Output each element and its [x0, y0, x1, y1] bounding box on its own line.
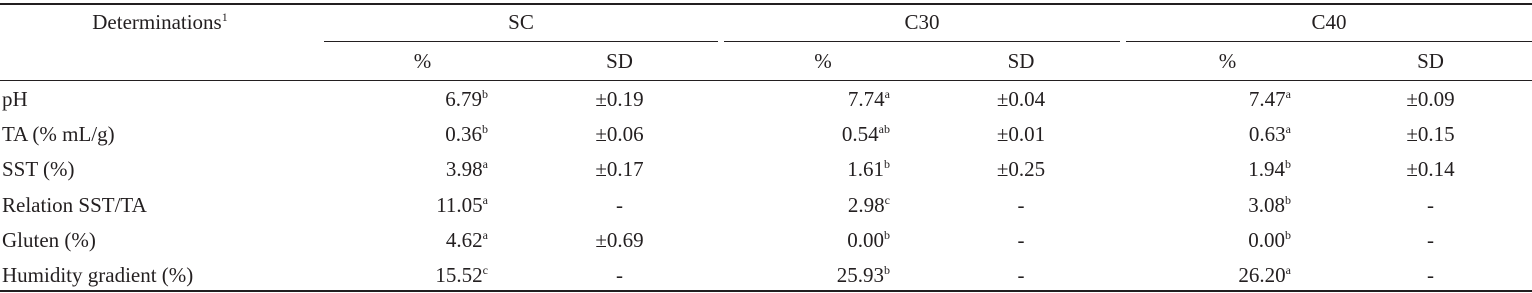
- c30-value: 1.61: [847, 157, 884, 181]
- c30-value-cell: [690, 87, 890, 111]
- c40-significance-letter: b: [1285, 157, 1291, 171]
- c30-sd-value: ±0.04: [996, 87, 1046, 111]
- row-label: Gluten (%): [2, 228, 96, 252]
- subheader-c30-sd: SD: [1007, 49, 1035, 73]
- c30-significance-letter: c: [884, 193, 890, 207]
- c40-sd-value: -: [1427, 228, 1434, 252]
- c40-value: 7.47: [1248, 87, 1286, 111]
- subheader-c40-percent: %: [1218, 49, 1237, 73]
- c30-sd-value: -: [1017, 228, 1025, 252]
- sc-value-cell: [288, 122, 488, 146]
- c30-value: 2.98: [847, 193, 885, 217]
- c40-value-cell: [1091, 122, 1291, 146]
- c40-value: 3.08: [1248, 193, 1285, 217]
- sc-significance-letter: a: [482, 157, 488, 171]
- determinations-header: [0, 10, 320, 34]
- c40-value-cell: [1091, 157, 1291, 181]
- sc-significance-letter: a: [482, 193, 488, 207]
- group-rule-sc: [324, 41, 718, 42]
- c40-value-cell: [1091, 87, 1291, 111]
- c30-value: 25.93: [836, 263, 884, 287]
- c40-sd-value: ±0.15: [1406, 122, 1455, 146]
- sc-value: 0.36: [445, 122, 482, 146]
- group-rule-c30: [724, 41, 1120, 42]
- sc-value: 4.62: [445, 228, 483, 252]
- c30-value: 0.00: [847, 228, 884, 252]
- row-label: SST (%): [2, 157, 75, 181]
- sc-value: 15.52: [435, 263, 483, 287]
- sc-sd-value: ±0.69: [595, 228, 644, 252]
- sc-value: 3.98: [445, 157, 483, 181]
- row-label: pH: [2, 87, 28, 111]
- c40-value-cell: [1091, 228, 1291, 252]
- sc-sd-value: ±0.06: [595, 122, 644, 146]
- c40-value-cell: [1091, 263, 1291, 287]
- c30-significance-letter: b: [884, 228, 890, 242]
- top-rule: [0, 3, 1532, 5]
- c40-significance-letter: a: [1285, 263, 1291, 277]
- determinations-header-text: Determinations: [92, 10, 222, 34]
- subheader-c40-sd: SD: [1417, 49, 1444, 73]
- c30-value-cell: [690, 157, 890, 181]
- sc-sd-value: -: [616, 263, 623, 287]
- bottom-rule: [0, 290, 1532, 292]
- sc-significance-letter: b: [482, 87, 488, 101]
- sc-sd-value: ±0.19: [595, 87, 644, 111]
- c40-sd-value: -: [1427, 193, 1434, 217]
- sc-value-cell: [288, 263, 488, 287]
- sc-value-cell: [288, 87, 488, 111]
- c40-significance-letter: b: [1285, 228, 1291, 242]
- sc-value: 11.05: [436, 193, 483, 217]
- c40-significance-letter: b: [1285, 193, 1291, 207]
- subheader-sc-percent: %: [413, 49, 432, 73]
- group-header-sc: SC: [508, 10, 534, 34]
- c30-value-cell: [690, 228, 890, 252]
- group-header-c30: C30: [904, 10, 940, 34]
- row-label: TA (% mL/g): [2, 122, 115, 146]
- group-rule-c40: [1126, 41, 1532, 42]
- determinations-footnote-marker: 1: [221, 10, 228, 24]
- c30-value-cell: [690, 122, 890, 146]
- c30-sd-value: -: [1017, 263, 1025, 287]
- c30-significance-letter: ab: [878, 122, 890, 136]
- c40-sd-value: -: [1427, 263, 1434, 287]
- c30-value-cell: [690, 263, 890, 287]
- c40-value: 0.63: [1248, 122, 1286, 146]
- group-header-c40: C40: [1311, 10, 1347, 34]
- c30-significance-letter: b: [884, 157, 890, 171]
- c30-significance-letter: b: [884, 263, 890, 277]
- c40-value: 1.94: [1248, 157, 1285, 181]
- row-label: Humidity gradient (%): [2, 263, 194, 287]
- c40-value: 26.20: [1238, 263, 1286, 287]
- c40-significance-letter: a: [1285, 122, 1291, 136]
- subheader-c30-percent: %: [814, 49, 832, 73]
- c40-sd-value: ±0.14: [1406, 157, 1455, 181]
- c30-value: 7.74: [847, 87, 885, 111]
- c40-significance-letter: a: [1285, 87, 1291, 101]
- c30-sd-value: ±0.25: [996, 157, 1046, 181]
- c30-value-cell: [690, 193, 890, 217]
- c30-sd-value: ±0.01: [996, 122, 1046, 146]
- sc-value: 6.79: [445, 87, 482, 111]
- c40-value: 0.00: [1248, 228, 1285, 252]
- sc-sd-value: -: [616, 193, 623, 217]
- c30-value: 0.54: [841, 122, 879, 146]
- sc-significance-letter: a: [482, 228, 488, 242]
- sc-value-cell: [288, 193, 488, 217]
- row-label: Relation SST/TA: [2, 193, 147, 217]
- c30-significance-letter: a: [884, 87, 890, 101]
- sc-sd-value: ±0.17: [595, 157, 644, 181]
- subheader-sc-sd: SD: [606, 49, 633, 73]
- sc-significance-letter: c: [482, 263, 488, 277]
- c40-sd-value: ±0.09: [1406, 87, 1455, 111]
- c40-value-cell: [1091, 193, 1291, 217]
- header-separator-rule: [0, 80, 1532, 81]
- sc-value-cell: [288, 157, 488, 181]
- sc-value-cell: [288, 228, 488, 252]
- c30-sd-value: -: [1017, 193, 1025, 217]
- sc-significance-letter: b: [482, 122, 488, 136]
